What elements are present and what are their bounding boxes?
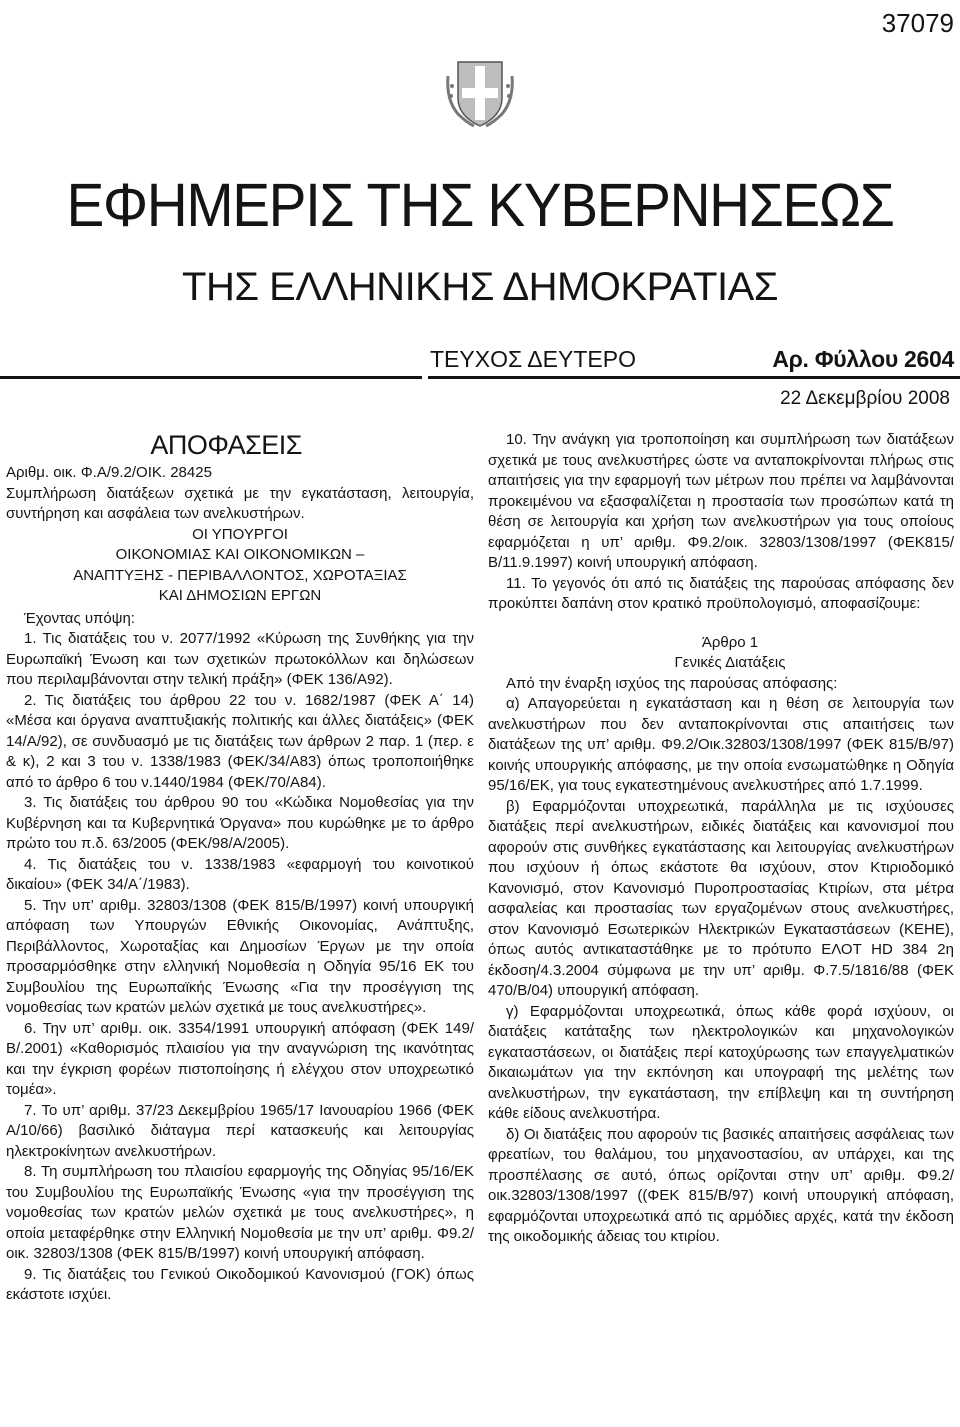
article-title: Άρθρο 1 [701, 633, 759, 651]
recital-paragraph: 11. Το γεγονός ότι από τις διατάξεις της παρούσας απόφασης δεν προκύπτει δαπάνη στον κρατικό προϋπολογισμό, αποφασίζουμε: [488, 574, 954, 612]
recital-paragraph: 1. Τις διατάξεις του ν. 2077/1992 «Κύρωση της Συνθήκης για την Ευρωπαϊκή Ένωση και των σχετικών πρωτοκόλλων και δηλώσεων που περιλαμβάνονται στην τελική πράξη» (ΦΕΚ 136/Α92). [6, 630, 474, 688]
recital-paragraph: 4. Τις διατάξεις του ν. 1338/1983 «εφαρμογή του κοινοτικού δικαίου» (ΦΕΚ 34/Α΄/1983). [6, 855, 474, 893]
ministers-line: ΟΙΚΟΝΟΜΙΑΣ ΚΑΙ ΟΙΚΟΝΟΜΙΚΩΝ – [115, 546, 365, 563]
divider-rule [428, 376, 960, 379]
article-subtitle: Γενικές Διατάξεις [674, 654, 786, 671]
page-number: 37079 [881, 8, 954, 38]
recital-paragraph: 10. Την ανάγκη για τροποποίηση και συμπλήρωση των διατάξεων σχετικά με τους ανελκυστήρες ώστε να ανταποκρίνονται πλήρως στις απαιτήσεις για την εφαρμογή των μέτρων που πρέπει να λαμβάνονται προκειμένου να εξασφαλίζεται η προστασία των προσώπων κατά τη θέση σε λειτουργία και χρήση των ανελκυστήρων για τους οποίους εφαρμόζεται η υπ’ αριθμ. Φ9.2/οικ. 32803/1308/1997 (ΦΕΚ815/ Β/11.9.1997) κοινή υπουργική απόφαση. [488, 431, 954, 571]
article-paragraph: β) Εφαρμόζονται υποχρεωτικά, παράλληλα με τις ισχύουσες διατάξεις περί ανελκυστήρων, ειδικές διατάξεις και κανονισμοί που αφορούν στις συνθήκες εγκατάστασης και λειτουργίας ανελκυστήρων που ισχύουν ή όπως εκάστοτε θα ισχύουν, στον Κτιριοδομικό Κανονισμό, στον Κανονισμό Πυροπροστασίας Κτιρίων, στα μέτρα ασφαλείας και προστασίας των εργαζομένων στους ανελκυστήρες, στον Κανονισμό Εσωτερικών Ηλεκτρικών Εγκαταστάσεων (ΚΕΗΕ), όπως αυτός αντικαταστάθηκε με το πρότυπο ΕΛΟΤ HD 384 2η έκδοση/4.3.2004 σύμφωνα με την υπ’ αριθμ. Φ.7.5/1816/88 (ΦΕΚ 470/Β/04) υπουργική απόφαση. [488, 797, 954, 999]
decision-reference: Αριθμ. οικ. Φ.Α/9.2/ΟΙΚ. 28425 [6, 464, 212, 481]
left-column [6, 430, 474, 1306]
recital-paragraph: 2. Τις διατάξεις του άρθρου 22 του ν. 1682/1987 (ΦΕΚ Α΄ 14) «Μέσα και όργανα αναπτυξιακής πολιτικής και άλλες διατάξεις» (ΦΕΚ 14/Α/92), σε συνδυασμό με τις διατάξεις των άρθρων 2 παρ. 1 (περ. ε & κ), 2 και 3 του ν. 1338/1983 (ΦΕΚ/34/Α83) όπως τροποποιήθηκε από το άρθρο 6 του ν.1440/1984 (ΦΕΚ/70/Α84). [6, 691, 474, 791]
gazette-title: ΕΦΗΜΕΡΙΣ ΤΗΣ ΚΥΒΕΡΝΗΣΕΩΣ [66, 171, 894, 239]
issue-date: 22 Δεκεμβρίου 2008 [780, 388, 950, 409]
gazette-subtitle: ΤΗΣ ΕΛΛΗΝΙΚΗΣ ΔΗΜΟΚΡΑΤΙΑΣ [182, 265, 778, 309]
ministers-line: ΑΝΑΠΤΥΞΗΣ - ΠΕΡΙΒΑΛΛΟΝΤΟΣ, ΧΩΡΟΤΑΞΙΑΣ [73, 566, 407, 584]
right-column [488, 430, 954, 1248]
recital-paragraph: 9. Τις διατάξεις του Γενικού Οικοδομικού Κανονισμού (ΓΟΚ) όπως εκάστοτε ισχύει. [6, 1265, 474, 1303]
sheet-number: Αρ. Φύλλου 2604 [772, 346, 954, 372]
decision-summary: Συμπλήρωση διατάξεων σχετικά με την εγκατάσταση, λειτουργία, συντήρηση και ασφάλεια των ανελκυστήρων. [6, 484, 474, 522]
spacer [488, 615, 954, 633]
article-paragraph: α) Απαγορεύεται η εγκατάσταση και η θέση σε λειτουργία των ανελκυστήρων που δεν ανταποκρίνονται στις απαιτήσεις των διατάξεων της υπ’ αριθμ. Φ9.2/Οικ.32803/1308/1997 (ΦΕΚ 815/Β/97) κοινής υπουργικής απόφασης, με την οποία ενσωματώθηκε η Οδηγία 95/16/ΕΚ, για τους εγκατεστημένους ανελκυστήρες από 1.7.1999. [488, 695, 954, 794]
recital-paragraph: 3. Τις διατάξεις του άρθρου 90 του «Κώδικα Νομοθεσίας για την Κυβέρνηση και τα Κυβερνητικά Όργανα» που κυρώθηκε με το άρθρο πρώτο του π.δ. 63/2005 (ΦΕΚ/98/Α/2005). [6, 794, 474, 852]
recital-paragraph: 8. Τη συμπλήρωση του πλαισίου εφαρμογής της Οδηγίας 95/16/ΕΚ του Συμβουλίου της Ευρωπαϊκής Ένωσης «για την προσέγγιση της νομοθεσίας των κρατών μελών σχετικά με τους ανελκυστήρες», η οποία μεταφέρθηκε στην Ελληνική Νομοθεσία με την υπ’ αριθμ. Φ9.2/οικ. 32803/1308 (ΦΕΚ 815/Β/1997) κοινή υπουργική απόφαση. [6, 1163, 474, 1262]
article-paragraph: γ) Εφαρμόζονται υποχρεωτικά, όπως κάθε φορά ισχύουν, οι διατάξεις κατάταξης των ηλεκτρολογικών και μηχανολογικών εγκαταστάσεων, οι διατάξεις περί κατοχύρωσης των επαγγελματικών δικαιωμάτων για την εκπόνηση και υπογραφή της μελέτης των ανελκυστήρων, την εγκατάσταση, την επίβλεψη και τη συντήρηση κάθε είδους ανελκυστήρα. [488, 1002, 954, 1122]
recital-paragraph: 7. Το υπ’ αριθμ. 37/23 Δεκεμβρίου 1965/17 Ιανουαρίου 1966 (ΦΕΚ Α/10/66) βασιλικό διάταγμα περί κατασκευής και λειτουργίας ηλεκτροκίνητων ανελκυστήρων. [6, 1101, 474, 1160]
issue-series: ΤΕΥΧΟΣ ΔΕΥΤΕΡΟ [430, 346, 636, 372]
article-paragraph: Από την έναρξη ισχύος της παρούσας απόφασης: [506, 674, 838, 692]
section-heading: ΑΠΟΦΑΣΕΙΣ [150, 430, 302, 460]
recital-paragraph: 6. Την υπ’ αριθμ. οικ. 3354/1991 υπουργική απόφαση (ΦΕΚ 149/Β/.2001) «Καθορισμός πλαισίου για την αναγνώριση της ικανότητας και την έγκριση φορέων πιστοποίησης ή ελέγχου στον υποχρεωτικό τομέα». [6, 1019, 474, 1098]
recital-paragraph: 5. Την υπ’ αριθμ. 32803/1308 (ΦΕΚ 815/Β/1997) κοινή υπουργική απόφαση των Υπουργών Εθνικής Οικονομίας, Ανάπτυξης, Περιβάλλοντος, Χωροταξίας και Δημοσίων Έργων με την οποία προσαρμόσθηκε στην ελληνική Νομοθεσία η Οδηγία 95/16 ΕΚ του Συμβουλίου της Ευρωπαϊκής Ένωσης «Για την προσέγγιση της νομοθεσίας των κρατών μελών σχετικά με τους ανελκυστήρες». [6, 896, 474, 1016]
ministers-line: ΟΙ ΥΠΟΥΡΓΟΙ [192, 525, 288, 543]
divider-rule [0, 376, 422, 379]
considering-label: Έχοντας υπόψη: [24, 609, 135, 627]
greek-coat-of-arms-icon [444, 56, 516, 130]
ministers-heading [6, 525, 474, 607]
ministers-line: ΚΑΙ ΔΗΜΟΣΙΩΝ ΕΡΓΩΝ [158, 587, 322, 604]
article-paragraph: δ) Οι διατάξεις που αφορούν τις βασικές απαιτήσεις ασφάλειας των φρεατίων, του θαλάμου, του μηχανοστασίου, αν υπάρχει, και της προσπέλασης σε αυτό, όπως ορίζονται στην υπ’ αριθμ. Φ9.2/οικ.32803/1308/1997 ((ΦΕΚ 815/Β/97) κοινή υπουργική απόφαση, εφαρμόζονται υποχρεωτικά από τις αρμόδιες αρχές, κατά την έκδοση της οικοδομικής άδειας του κτιρίου. [488, 1125, 954, 1245]
